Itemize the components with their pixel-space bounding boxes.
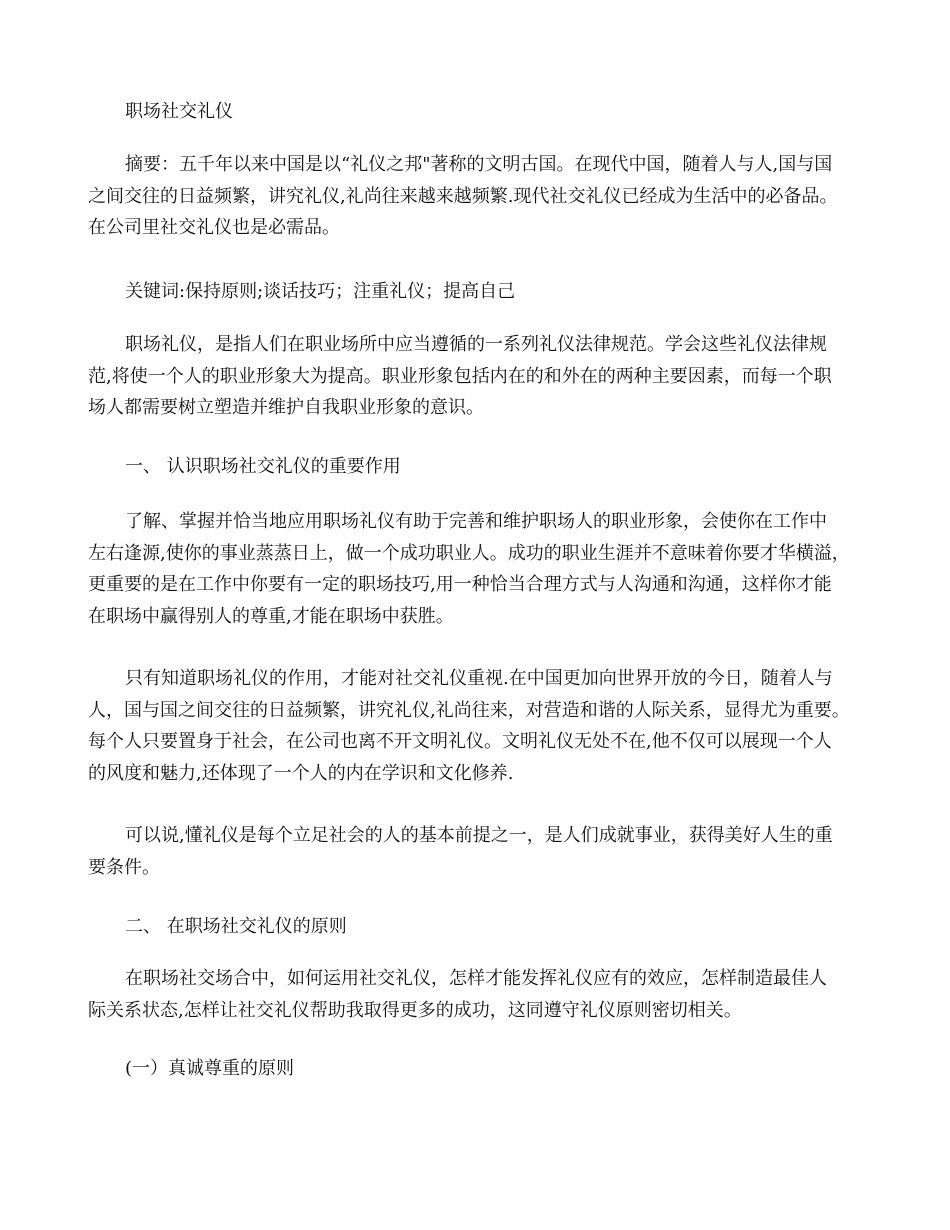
section1-paragraph-3 (88, 820, 860, 883)
text-line: 左右逢源,使你的事业蒸蒸日上，做一个成功职业人。成功的职业生涯并不意味着你要才华横溢， (88, 542, 850, 564)
subsection-heading-1 (88, 1053, 860, 1085)
section-heading-2 (88, 911, 860, 943)
abstract-paragraph (88, 149, 860, 244)
section-heading-1 (88, 451, 860, 483)
document-title (88, 96, 860, 128)
heading-text: 一、 认识职场社交礼仪的重要作用 (125, 456, 401, 477)
text-line: 可以说,懂礼仪是每个立足社会的人的基本前提之一，是人们成就事业，获得美好人生的重 (125, 825, 833, 846)
intro-paragraph (88, 329, 860, 424)
text-line: 只有知道职场礼仪的作用，才能对社交礼仪重视.在中国更加向世界开放的今日，随着人与 (125, 668, 833, 689)
text-line: 摘要：五千年以来中国是以“礼仪之邦"著称的文明古国。在现代中国，随着人与人,国与国 (125, 154, 833, 175)
text-line: 在职场中赢得别人的尊重,才能在职场中获胜。 (88, 605, 454, 627)
text-line: 之间交往的日益频繁，讲究礼仪,礼尚往来越来越频繁.现代社交礼仪已经成为生活中的必备品。 (88, 185, 838, 207)
section2-paragraph-1 (88, 963, 860, 1026)
section1-paragraph-1 (88, 506, 860, 632)
section1-paragraph-2 (88, 663, 860, 789)
text-line: 职场礼仪，是指人们在职业场所中应当遵循的一系列礼仪法律规范。学会这些礼仪法律规 (125, 334, 827, 355)
keywords-paragraph (88, 276, 860, 308)
text-line: 场人都需要树立塑造并维护自我职业形象的意识。 (88, 397, 484, 418)
text-line: 范,将使一个人的职业形象大为提高。职业形象包括内在的和外在的两种主要因素，而每一个职 (88, 365, 832, 387)
text-line: 了解、掌握并恰当地应用职场礼仪有助于完善和维护职场人的职业形象，会使你在工作中 (125, 511, 827, 532)
text-line: 每个人只要置身于社会，在公司也离不开文明礼仪。文明礼仪无处不在,他不仅可以展现一个人 (88, 731, 832, 752)
text-line: 更重要的是在工作中你要有一定的职场技巧,用一种恰当合理方式与人沟通和沟通，这样你才能 (88, 574, 832, 595)
text-line: 际关系状态,怎样让社交礼仪帮助我取得更多的成功，这同遵守礼仪原则密切相关。 (88, 999, 742, 1021)
text-line: 在职场社交场合中，如何运用社交礼仪，怎样才能发挥礼仪应有的效应，怎样制造最佳人 (125, 968, 827, 989)
heading-text: 二、 在职场社交礼仪的原则 (125, 916, 347, 937)
subheading-text: (一）真诚尊重的原则 (125, 1058, 295, 1079)
text-line: 在公司里社交礼仪也是必需品。 (88, 217, 340, 238)
text-line: 人，国与国之间交往的日益频繁，讲究礼仪,礼尚往来，对营造和谐的人际关系，显得尤为重要。 (88, 699, 850, 721)
text-line: 要条件。 (88, 856, 160, 878)
text-line: 的风度和魅力,还体现了一个人的内在学识和文化修养. (88, 762, 514, 784)
keywords-text: 关键词:保持原则;谈话技巧；注重礼仪；提高自己 (125, 281, 516, 302)
title-text: 职场社交礼仪 (125, 101, 233, 122)
